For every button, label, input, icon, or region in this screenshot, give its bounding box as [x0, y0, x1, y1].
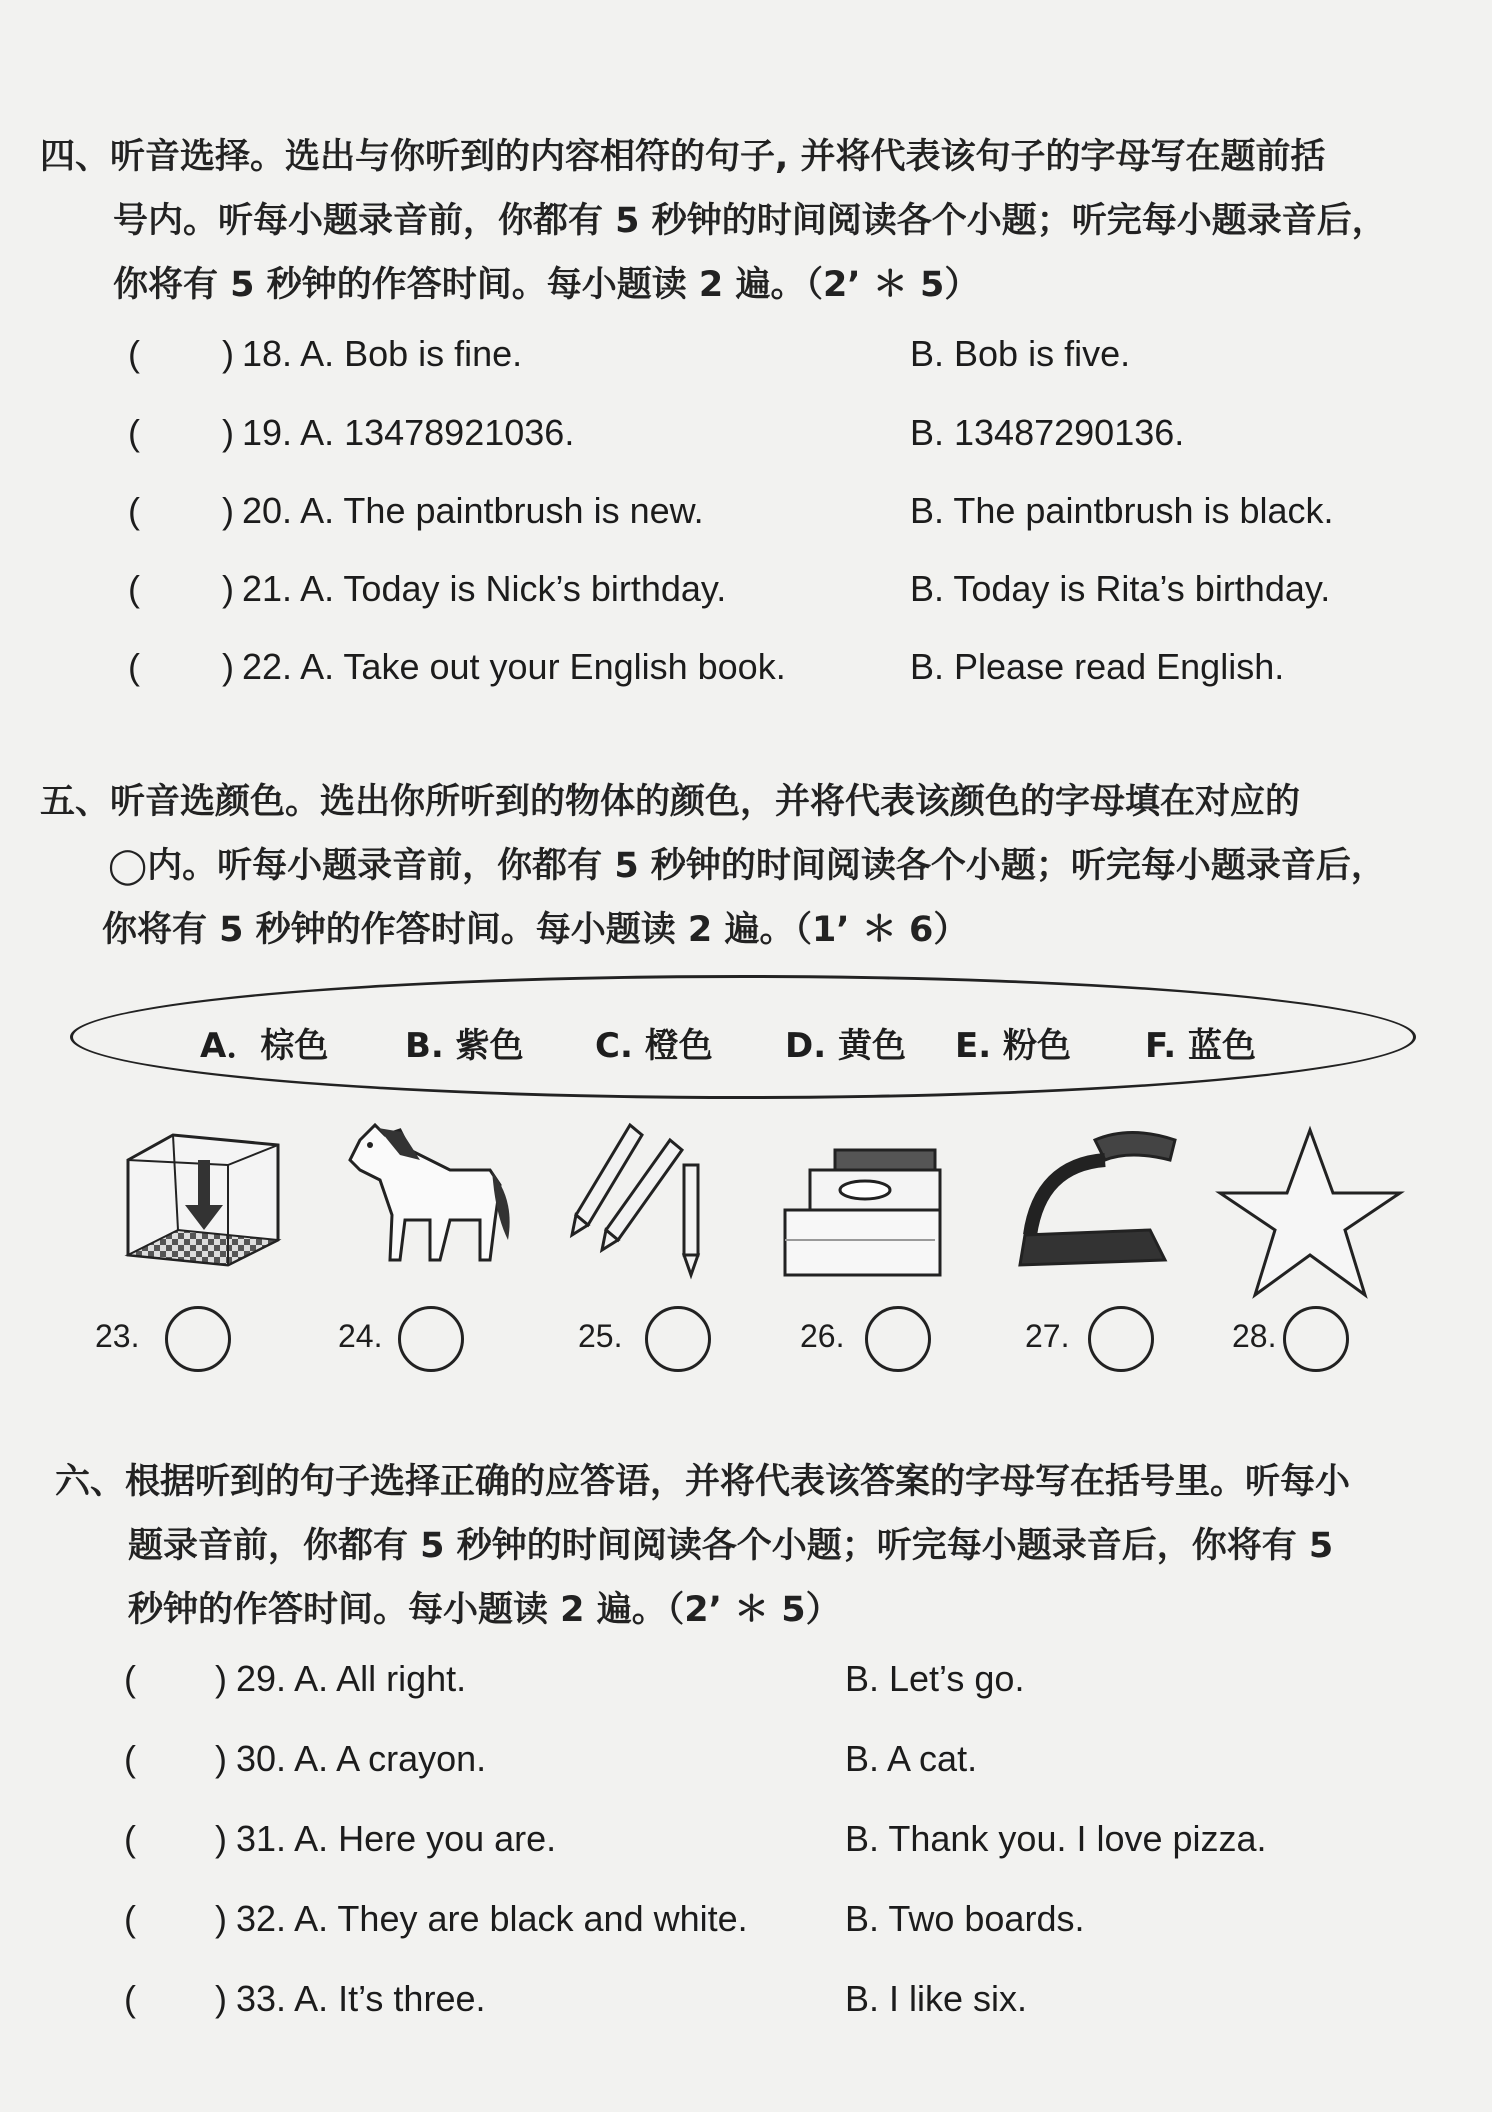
star-icon: [1215, 1125, 1405, 1305]
item-number: 26.: [800, 1318, 845, 1354]
section5-line-2: ◯内。听每小题录音前，你都有 5 秒钟的时间阅读各个小题；听完每小题录音后，: [108, 846, 1386, 886]
answer-paren-close: ): [215, 1898, 227, 1939]
option-a: A. A crayon.: [294, 1738, 487, 1779]
question-row: [0, 1658, 1492, 1718]
desk-lamp-icon: [1010, 1125, 1185, 1285]
question-number: 21.: [242, 568, 293, 609]
color-option-f: F. 蓝色: [1145, 1026, 1256, 1066]
item-number: 24.: [338, 1318, 383, 1354]
section5-line-3: 你将有 5 秒钟的作答时间。每小题读 2 遍。（1’ ＊ 6）: [102, 910, 969, 950]
answer-circle[interactable]: [865, 1306, 931, 1372]
question-number: 18.: [242, 333, 293, 374]
question-number: 29.: [236, 1658, 287, 1699]
answer-paren-open: (: [124, 1818, 136, 1859]
answer-circle[interactable]: [645, 1306, 711, 1372]
answer-paren-close: ): [222, 412, 234, 453]
answer-circle[interactable]: [398, 1306, 464, 1372]
color-option-d: D. 黄色: [785, 1026, 906, 1066]
answer-paren-close: ): [215, 1978, 227, 2019]
question-row: [0, 1978, 1492, 2038]
item-number: 23.: [95, 1318, 140, 1354]
answer-paren-open: (: [124, 1898, 136, 1939]
section5-instructions: [40, 770, 1386, 962]
question-number: 31.: [236, 1818, 287, 1859]
option-a: A. All right.: [294, 1658, 467, 1699]
answer-paren-open: (: [124, 1978, 136, 2019]
option-b: B. Bob is five.: [910, 333, 1131, 374]
question-number: 32.: [236, 1898, 287, 1939]
question-number: 19.: [242, 412, 293, 453]
answer-paren-open: (: [128, 568, 140, 609]
question-row: [0, 412, 1492, 472]
question-row: [0, 568, 1492, 628]
question-row: [0, 490, 1492, 550]
color-option-b: B. 紫色: [405, 1026, 524, 1066]
box-with-arrow-icon: [118, 1125, 283, 1275]
answer-circle[interactable]: [1088, 1306, 1154, 1372]
color-option-a: A．棕色: [200, 1026, 329, 1066]
option-b: B. 13487290136.: [910, 412, 1185, 453]
option-b: B. Please read English.: [910, 646, 1285, 687]
question-row: [0, 1738, 1492, 1798]
color-option-e: E. 粉色: [955, 1026, 1071, 1066]
answer-circle[interactable]: [1283, 1306, 1349, 1372]
section5-line-1: 五、听音选颜色。选出你所听到的物体的颜色，并将代表该颜色的字母填在对应的: [40, 782, 1301, 822]
answer-paren-open: (: [128, 333, 140, 374]
question-row: [0, 1898, 1492, 1958]
option-a: A. Today is Nick’s birthday.: [300, 568, 727, 609]
pencils-icon: [560, 1115, 710, 1285]
bed-icon: [775, 1140, 945, 1290]
option-a: A. Take out your English book.: [300, 646, 786, 687]
answer-paren-close: ): [215, 1658, 227, 1699]
answer-paren-open: (: [128, 646, 140, 687]
color-option-c: C. 橙色: [595, 1026, 713, 1066]
section4-line-1: 四、听音选择。选出与你听到的内容相符的句子, 并将代表该句子的字母写在题前括: [40, 137, 1326, 177]
section4-instructions: [40, 125, 1387, 317]
answer-paren-close: ): [222, 568, 234, 609]
option-a: A. 13478921036.: [300, 412, 575, 453]
question-number: 30.: [236, 1738, 287, 1779]
answer-paren-close: ): [222, 333, 234, 374]
question-row: [0, 646, 1492, 706]
item-number: 28.: [1232, 1318, 1277, 1354]
section6-instructions: [55, 1450, 1350, 1642]
option-a: A. Bob is fine.: [300, 333, 523, 374]
answer-paren-close: ): [215, 1818, 227, 1859]
question-row: [0, 1818, 1492, 1878]
answer-paren-close: ): [222, 646, 234, 687]
question-number: 33.: [236, 1978, 287, 2019]
option-b: B. A cat.: [845, 1738, 978, 1779]
horse-icon: [330, 1110, 520, 1290]
answer-circle[interactable]: [165, 1306, 231, 1372]
option-a: A. The paintbrush is new.: [300, 490, 704, 531]
option-a: A. It’s three.: [294, 1978, 486, 2019]
answer-paren-open: (: [128, 490, 140, 531]
question-number: 20.: [242, 490, 293, 531]
item-number: 25.: [578, 1318, 623, 1354]
option-b: B. I like six.: [845, 1978, 1028, 2019]
answer-paren-close: ): [215, 1738, 227, 1779]
question-number: 22.: [242, 646, 293, 687]
option-a: A. They are black and white.: [294, 1898, 748, 1939]
item-number: 27.: [1025, 1318, 1070, 1354]
answer-paren-open: (: [124, 1658, 136, 1699]
section6-line-3: 秒钟的作答时间。每小题读 2 遍。（2’ ＊ 5）: [128, 1590, 841, 1630]
option-b: B. Let’s go.: [845, 1658, 1025, 1699]
section4-line-2: 号内。听每小题录音前，你都有 5 秒钟的时间阅读各个小题；听完每小题录音后，: [113, 201, 1387, 241]
answer-paren-open: (: [124, 1738, 136, 1779]
section4-line-3: 你将有 5 秒钟的作答时间。每小题读 2 遍。（2’ ＊ 5）: [113, 265, 980, 305]
option-b: B. The paintbrush is black.: [910, 490, 1334, 531]
option-a: A. Here you are.: [294, 1818, 557, 1859]
answer-paren-open: (: [128, 412, 140, 453]
option-b: B. Thank you. I love pizza.: [845, 1818, 1267, 1859]
option-b: B. Today is Rita’s birthday.: [910, 568, 1331, 609]
section6-line-2: 题录音前，你都有 5 秒钟的时间阅读各个小题；听完每小题录音后，你将有 5: [128, 1526, 1334, 1566]
answer-paren-close: ): [222, 490, 234, 531]
question-row: [0, 333, 1492, 393]
option-b: B. Two boards.: [845, 1898, 1085, 1939]
section6-line-1: 六、根据听到的句子选择正确的应答语，并将代表该答案的字母写在括号里。听每小: [55, 1462, 1351, 1502]
